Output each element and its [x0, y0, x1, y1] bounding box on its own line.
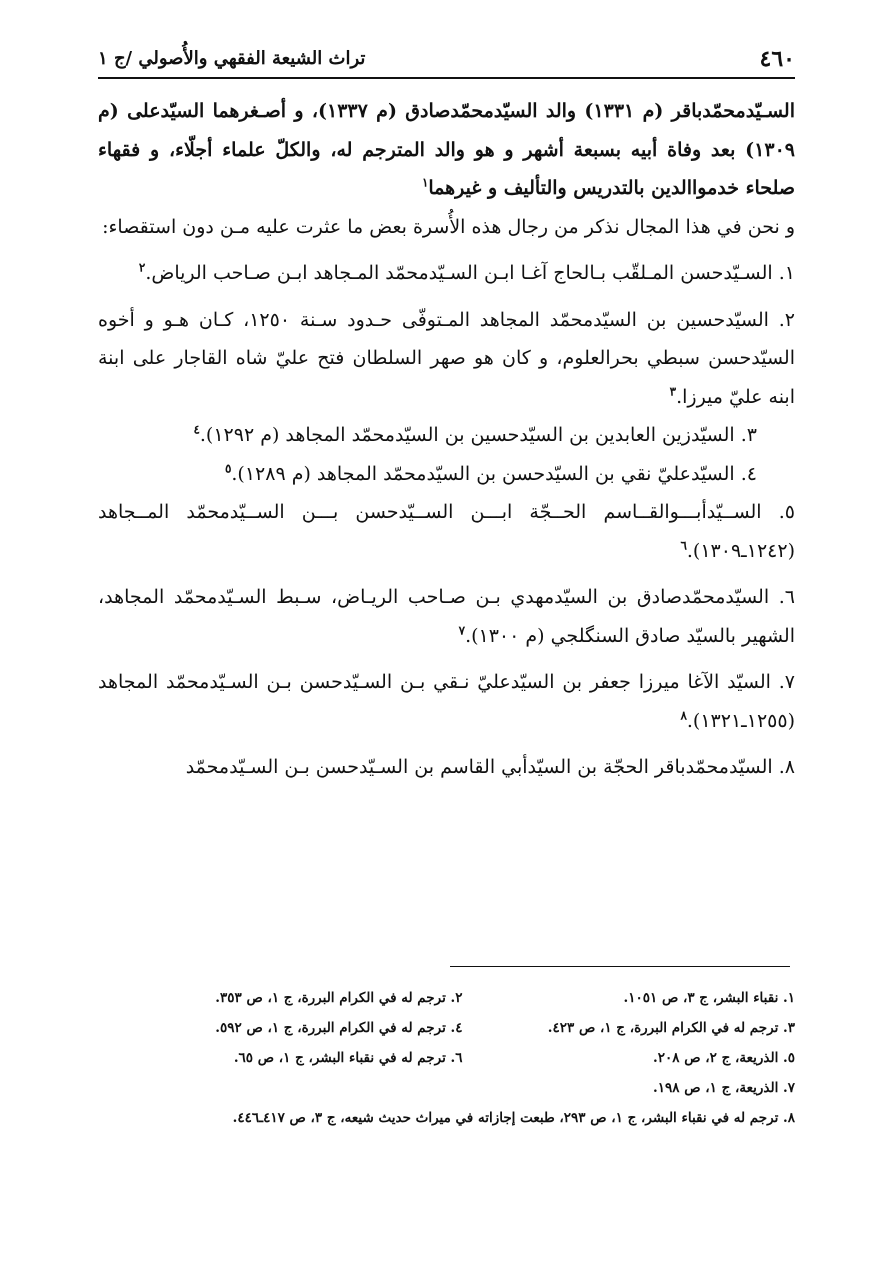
list-item — [98, 455, 795, 494]
list-item-text: ١. السـيّدحسن المـلقّب بـالحاج آغـا ابـن السـيّدمحمّد المـجاهد ابـن صـاحب الرياض. — [145, 262, 795, 284]
footnote: ٣. ترجم له في الكرام البررة، ج ١، ص ٤٢٣. — [547, 1020, 795, 1036]
main-text — [98, 92, 795, 787]
footnote: ٥. الذريعة، ج ٢، ص ٢٠٨. — [653, 1050, 795, 1066]
footnote-row — [130, 1073, 795, 1103]
list-item-text: ٤. السيّدعليّ نقي بن السيّدحسن بن السيّدمحمّد المجاهد (م ١٢٨٩). — [231, 462, 757, 485]
lead-paragraph — [98, 208, 795, 247]
lead-text: و نحن في هذا المجال نذكر من رجال هذه الأُسرة بعض ما عثرت عليه مـن دون استقصاء: — [102, 215, 795, 238]
list-item-text: ٢. السيّدحسين بن السيّدمحمّد المجاهد المـتوفّى حـدود سـنة ١٢٥٠، كـان هـو و أخوه السيّدحسن سبطي بحرالعلوم، و كان هو صهر السلطان فتح عليّ شاه القاجار على ابنة ابنه عليّ ميرزا. — [98, 308, 796, 408]
running-title: تراث الشيعة الفقهي والأُصولي /ج ١ — [98, 48, 366, 69]
list-item-text: ٨. السيّدمحمّدباقر الحجّة بن السيّدأبي القاسم بن السـيّدحسن بـن السـيّدمحمّد — [185, 756, 795, 778]
list-item — [98, 748, 795, 787]
page-header — [98, 32, 795, 74]
list-item-text: ٧. السيّد الآغا ميرزا جعفر بن السيّدعليّ نـقي بـن السـيّدحسن بـن السـيّدمحمّد المجاهد (١٢٥٥ـ١٣٢١). — [98, 671, 795, 732]
list-item-text: ٥. الســيّدأبـــوالقــاسم الحــجّة ابـــن الســيّدحسن بـــن الســيّدمحمّد المــجاهد (١٢٤٢ـ١٣٠٩). — [98, 501, 795, 562]
footnote-row — [130, 983, 795, 1013]
list-item — [98, 493, 795, 570]
footnote: ٨. ترجم له في نقباء البشر، ج ١، ص ٢٩٣، طبعت إجازاته في ميراث حديث شيعه، ج ٣، ص ٤١٧ـ٤٤٦. — [232, 1110, 795, 1126]
footnote-rule — [450, 966, 790, 967]
intro-text: السـيّدمحمّدباقر (م ١٣٣١) والد السيّدمحمّدصادق (م ١٣٣٧)، و أصـغرهما السيّدعلى (م ١٣٠٩) بعد وفاة أبيه بسبعة أشهر و هو والد المترجم له، والكلّ علماء أجلّاء، و فقهاء صلحاء خدمواالدين بالتدريس والتأليف و غيرهما — [98, 100, 795, 199]
list-item-text: ٦. السيّدمحمّدصادق بن السيّدمهدي بـن صـاحب الريـاض، سـبط السـيّدمحمّد المجاهد، الشهير بالسيّد صادق السنگلجي (م ١٣٠٠). — [98, 586, 795, 647]
list-item — [98, 578, 795, 655]
footnote-marker: ٦ — [680, 538, 687, 553]
footnote-row — [130, 1043, 795, 1073]
header-rule — [98, 77, 795, 79]
footnote-marker: ٧ — [458, 623, 466, 638]
footnote-row — [130, 1103, 795, 1133]
footnote-marker: ٥ — [224, 461, 232, 476]
list-item — [98, 663, 795, 740]
footnote-marker: ٢ — [138, 260, 146, 275]
footnote-marker: ٣ — [669, 384, 677, 399]
footnote: ٢. ترجم له في الكرام البررة، ج ١، ص ٣٥٣. — [215, 990, 463, 1006]
list-item — [98, 416, 795, 455]
footnote: ١. نقباء البشر، ج ٣، ص ١٠٥١. — [623, 990, 795, 1006]
intro-paragraph — [98, 92, 795, 208]
footnote-marker: ١ — [421, 175, 429, 190]
footnote: ٦. ترجم له في نقباء البشر، ج ١، ص ٦٥. — [233, 1050, 463, 1066]
page-number: ٤٦٠ — [759, 46, 795, 72]
list-item — [98, 301, 795, 417]
footnote: ٧. الذريعة، ج ١، ص ١٩٨. — [653, 1080, 795, 1096]
list-item-text: ٣. السيّدزين العابدين بن السيّدحسين بن السيّدمحمّد المجاهد (م ١٢٩٢). — [199, 424, 757, 446]
list-item — [98, 254, 795, 293]
footnote-marker: ٨ — [680, 708, 687, 723]
footnote-row — [130, 1013, 795, 1043]
footnote-marker: ٤ — [193, 422, 200, 437]
footnotes — [130, 983, 795, 1133]
footnote: ٤. ترجم له في الكرام البررة، ج ١، ص ٥٩٢. — [215, 1020, 463, 1036]
